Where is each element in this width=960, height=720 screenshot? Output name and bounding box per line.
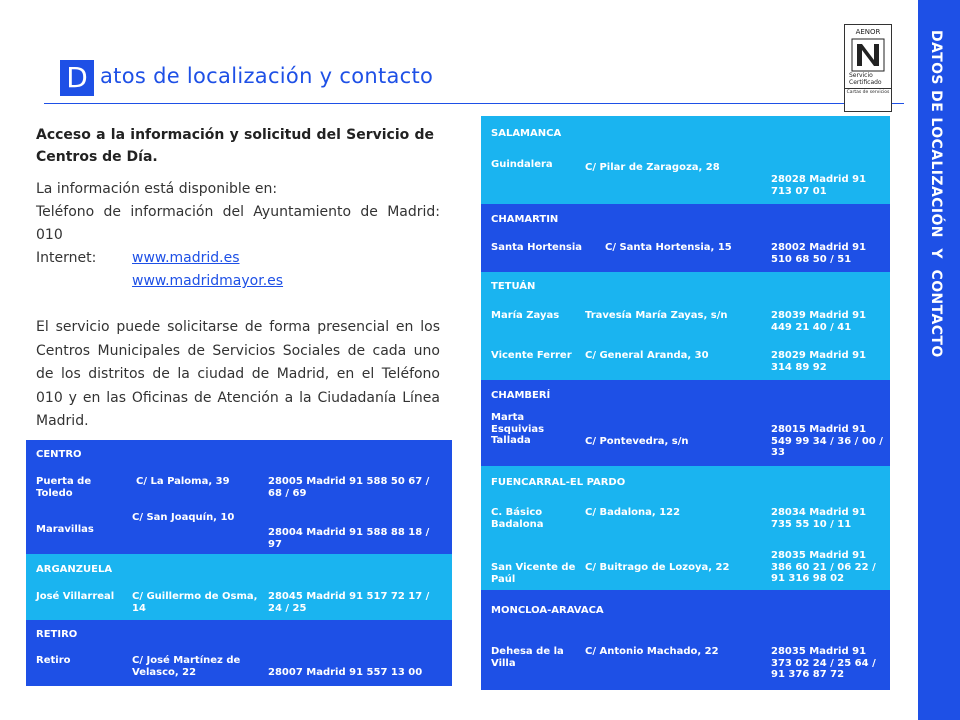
center-contact: 28028 Madrid 91 713 07 01: [771, 174, 867, 197]
title-initial: D: [60, 60, 94, 96]
title-text: atos de localización y contacto: [100, 64, 434, 88]
right-table: [481, 116, 890, 690]
center-address: C/ La Paloma, 39: [136, 476, 230, 487]
center-name: Santa Hortensia: [491, 242, 583, 253]
center-address: C/ San Joaquín, 10: [132, 512, 235, 523]
district-salamanca: [481, 116, 890, 204]
center-address: C/ Badalona, 122: [585, 507, 681, 518]
center-contact: 28015 Madrid 91 549 99 34 / 36 / 00 / 33: [771, 424, 883, 458]
center-contact: 28039 Madrid 91 449 21 40 / 41: [771, 310, 867, 333]
center-address: C/ Guillermo de Osma, 14: [132, 591, 258, 614]
center-name: María Zayas: [491, 310, 560, 321]
center-address: Travesía María Zayas, s/n: [585, 310, 728, 321]
district-header: CENTRO: [36, 449, 82, 460]
center-address: C/ General Aranda, 30: [585, 350, 709, 361]
district-header: CHAMARTIN: [491, 214, 559, 225]
left-table: [26, 440, 452, 686]
link-madridmayor[interactable]: www.madridmayor.es: [132, 273, 284, 289]
link-madrid[interactable]: www.madrid.es: [132, 250, 240, 266]
district-header: CHAMBERÍ: [491, 390, 551, 401]
center-contact: 28034 Madrid 91 735 55 10 / 11: [771, 507, 867, 530]
info-phone: Teléfono de información del Ayuntamiento de Madrid: 010: [36, 204, 440, 243]
district-chamartin: [481, 204, 890, 272]
district-chamberi: [481, 380, 890, 466]
center-contact: 28007 Madrid 91 557 13 00: [268, 667, 423, 678]
district-fuencarral: [481, 466, 890, 590]
district-tetuan: [481, 272, 890, 380]
center-contact: 28005 Madrid 91 588 50 67 / 68 / 69: [268, 476, 430, 499]
intro-heading: Acceso a la información y solicitud del Servicio de Centros de Día.: [36, 127, 434, 165]
aenor-logo: [844, 24, 892, 112]
page-title: [44, 56, 904, 104]
center-address: C/ Pontevedra, s/n: [585, 436, 689, 447]
aenor-n-icon: [851, 38, 885, 72]
district-header: TETUÁN: [491, 281, 536, 292]
info-available: La información está disponible en:: [36, 181, 278, 197]
district-centro: [26, 440, 452, 554]
center-name: Marta Esquivias Tallada: [491, 412, 545, 446]
center-contact: 28045 Madrid 91 517 72 17 / 24 / 25: [268, 591, 430, 614]
district-header: FUENCARRAL-EL PARDO: [491, 477, 626, 488]
district-header: ARGANZUELA: [36, 564, 113, 575]
center-contact: 28004 Madrid 91 588 88 18 / 97: [268, 527, 430, 550]
aenor-line1: Servicio: [849, 72, 873, 79]
aenor-band: Cartas de servicios: [846, 90, 890, 95]
district-arganzuela: [26, 554, 452, 620]
district-moncloa: [481, 590, 890, 690]
internet-label: Internet:: [36, 250, 97, 266]
center-address: C/ Antonio Machado, 22: [585, 646, 719, 657]
internet-row: [36, 247, 440, 270]
center-name: C. Básico Badalona: [491, 507, 544, 530]
center-contact: 28035 Madrid 91 386 60 21 / 06 22 / 91 316 98 02: [771, 550, 876, 584]
district-header: SALAMANCA: [491, 128, 562, 139]
center-address: C/ Buitrago de Lozoya, 22: [585, 562, 730, 573]
center-address: C/ Pilar de Zaragoza, 28: [585, 162, 720, 173]
center-name: Maravillas: [36, 524, 94, 535]
info-block: [36, 178, 440, 293]
center-name: Retiro: [36, 655, 71, 666]
center-address: C/ Santa Hortensia, 15: [605, 242, 732, 253]
district-header: MONCLOA-ARAVACA: [491, 605, 604, 616]
center-name: José Villarreal: [36, 591, 115, 602]
district-header: RETIRO: [36, 629, 78, 640]
center-name: Guindalera: [491, 159, 553, 170]
center-contact: 28002 Madrid 91 510 68 50 / 51: [771, 242, 867, 265]
center-contact: 28029 Madrid 91 314 89 92: [771, 350, 867, 373]
aenor-brand: AENOR: [855, 28, 881, 36]
side-bar-title: DATOS DE LOCALIZACIÓN Y CONTACTO: [928, 30, 944, 358]
district-retiro: [26, 620, 452, 686]
center-contact: 28035 Madrid 91 373 02 24 / 25 64 / 91 376 87 72: [771, 646, 876, 680]
request-paragraph: El servicio puede solicitarse de forma presencial en los Centros Municipales de Servicios Sociales de cada uno de los distritos de la ciudad de Madrid, en el Teléfono 010 y en las Oficinas de Atención a la Ciudadanía Línea Madrid.: [36, 319, 440, 429]
center-name: Puerta de Toledo: [36, 476, 92, 499]
aenor-line2: Certificado: [849, 79, 882, 86]
center-name: Dehesa de la Villa: [491, 646, 564, 669]
center-name: Vicente Ferrer: [491, 350, 572, 361]
internet-row-2: [36, 270, 440, 293]
center-name: San Vicente de Paúl: [491, 562, 576, 585]
center-address: C/ José Martínez de Velasco, 22: [132, 655, 241, 678]
